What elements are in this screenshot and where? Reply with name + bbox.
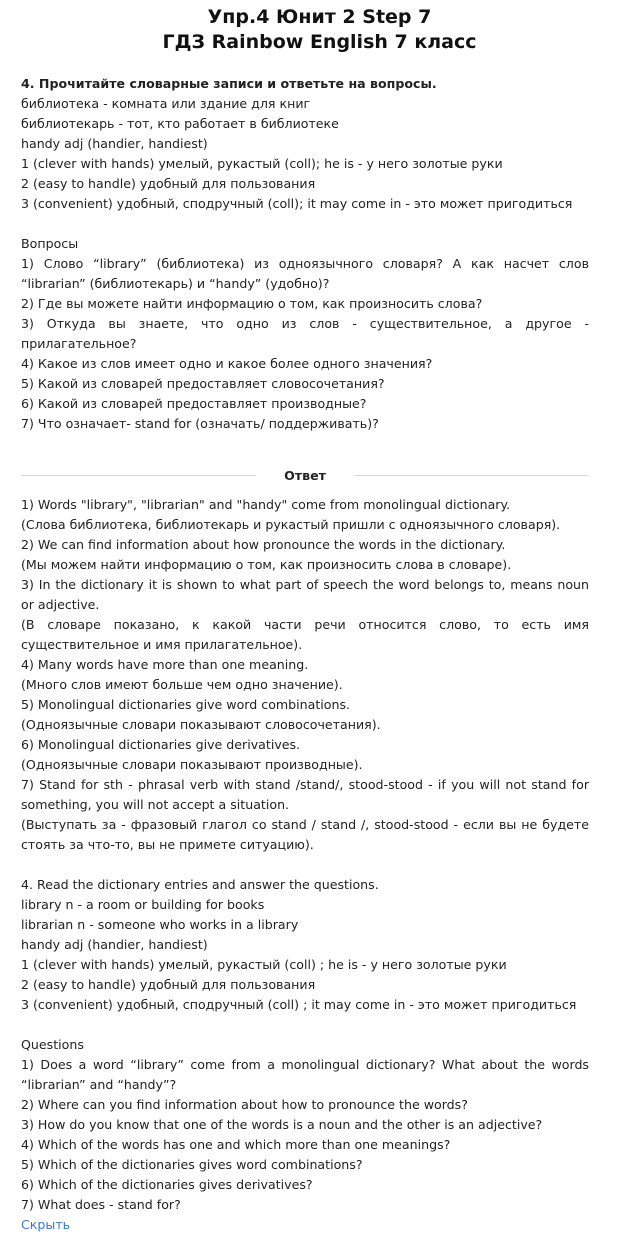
task-ru-heading: 4. Прочитайте словарные записи и ответьте на вопросы.	[21, 76, 437, 91]
task-ru-entry: 2 (easy to handle) удобный для пользования	[21, 176, 316, 191]
answer-item: (Мы можем найти информацию о том, как произносить слова в словаре).	[21, 557, 512, 572]
task-ru-section	[21, 74, 589, 434]
question-ru-item: 6) Какой из словарей предоставляет производные?	[21, 396, 367, 411]
task-en-heading: 4. Read the dictionary entries and answer the questions.	[21, 877, 379, 892]
task-en-entry: 2 (easy to handle) удобный для пользования	[21, 977, 316, 992]
answer-label: Ответ	[284, 467, 326, 483]
questions-en-heading: Questions	[21, 1037, 84, 1052]
task-ru-entry: 3 (convenient) удобный, сподручный (coll); it may come in - это может пригодиться	[21, 196, 573, 211]
page-title-line-1: Упр.4 Юнит 2 Step 7	[207, 6, 432, 28]
question-ru-item: 7) Что означает- stand for (означать/ поддерживать)?	[21, 416, 379, 431]
divider-rule-left	[21, 475, 256, 476]
task-en-entry: 1 (clever with hands) умелый, рукастый (coll) ; he is - у него золотые руки	[21, 957, 507, 972]
task-en-entry: 3 (convenient) удобный, сподручный (coll) ; it may come in - это может пригодиться	[21, 997, 577, 1012]
answer-item: (Выступать за - фразовый глагол со stand / stand /, stood-stood - если вы не будете стоять за что-то, вы не примете ситуацию).	[21, 817, 589, 852]
task-en-entry: library n - a room or building for books	[21, 897, 265, 912]
questions-ru-heading: Вопросы	[21, 236, 79, 251]
page-title	[0, 0, 639, 55]
answer-item: (В словаре показано, к какой части речи относится слово, то есть имя существительное и имя прилагательное).	[21, 617, 589, 652]
answer-section	[21, 495, 589, 855]
task-en-entry: librarian n - someone who works in a library	[21, 917, 299, 932]
divider-rule-right	[354, 475, 589, 476]
task-ru-entry: библиотека - комната или здание для книг	[21, 96, 311, 111]
answer-item: 1) Words "library", "librarian" and "handy" come from monolingual dictionary.	[21, 497, 511, 512]
task-ru-entry: handy adj (handier, handiest)	[21, 136, 208, 151]
question-en-item: 7) What does - stand for?	[21, 1197, 181, 1212]
question-ru-item: 4) Какое из слов имеет одно и какое более одного значения?	[21, 356, 433, 371]
question-en-item: 1) Does a word “library” come from a monolingual dictionary? What about the words “librarian” and “handy”?	[21, 1057, 589, 1092]
question-ru-item: 3) Откуда вы знаете, что одно из слов - существительное, а другое - прилагательное?	[21, 316, 589, 351]
answer-item: (Слова библиотека, библиотекарь и рукастый пришли с одноязычного словаря).	[21, 517, 561, 532]
question-en-item: 6) Which of the dictionaries gives derivatives?	[21, 1177, 313, 1192]
answer-item: 4) Many words have more than one meaning.	[21, 657, 309, 672]
answer-item: 5) Monolingual dictionaries give word combinations.	[21, 697, 351, 712]
answer-item: 2) We can find information about how pronounce the words in the dictionary.	[21, 537, 506, 552]
answer-item: (Одноязычные словари показывают производные).	[21, 757, 363, 772]
task-ru-entry: библиотекарь - тот, кто работает в библиотеке	[21, 116, 339, 131]
answer-item: (Много слов имеют больше чем одно значение).	[21, 677, 343, 692]
question-en-item: 5) Which of the dictionaries gives word combinations?	[21, 1157, 363, 1172]
page-title-line-2: ГДЗ Rainbow English 7 класс	[162, 31, 477, 53]
question-en-item: 3) How do you know that one of the words is a noun and the other is an adjective?	[21, 1117, 543, 1132]
task-en-section	[21, 875, 589, 1235]
task-ru-entry: 1 (clever with hands) умелый, рукастый (coll); he is - у него золотые руки	[21, 156, 503, 171]
answer-divider	[21, 465, 589, 485]
question-en-item: 2) Where can you find information about how to pronounce the words?	[21, 1097, 468, 1112]
question-en-item: 4) Which of the words has one and which more than one meanings?	[21, 1137, 451, 1152]
question-ru-item: 5) Какой из словарей предоставляет словосочетания?	[21, 376, 385, 391]
hide-link[interactable]: Скрыть	[21, 1217, 71, 1232]
question-ru-item: 2) Где вы можете найти информацию о том, как произносить слова?	[21, 296, 483, 311]
task-en-entry: handy adj (handier, handiest)	[21, 937, 208, 952]
answer-item: (Одноязычные словари показывают словосочетания).	[21, 717, 381, 732]
answer-item: 6) Monolingual dictionaries give derivatives.	[21, 737, 301, 752]
question-ru-item: 1) Слово “library” (библиотека) из одноязычного словаря? А как насчет слов “librarian” (библиотекарь) и “handy” (удобно)?	[21, 256, 589, 291]
answer-item: 7) Stand for sth - phrasal verb with stand /stand/, stood-stood - if you will not stand for something, you will not accept a situation.	[21, 777, 589, 812]
answer-item: 3) In the dictionary it is shown to what part of speech the word belongs to, means noun or adjective.	[21, 577, 589, 612]
